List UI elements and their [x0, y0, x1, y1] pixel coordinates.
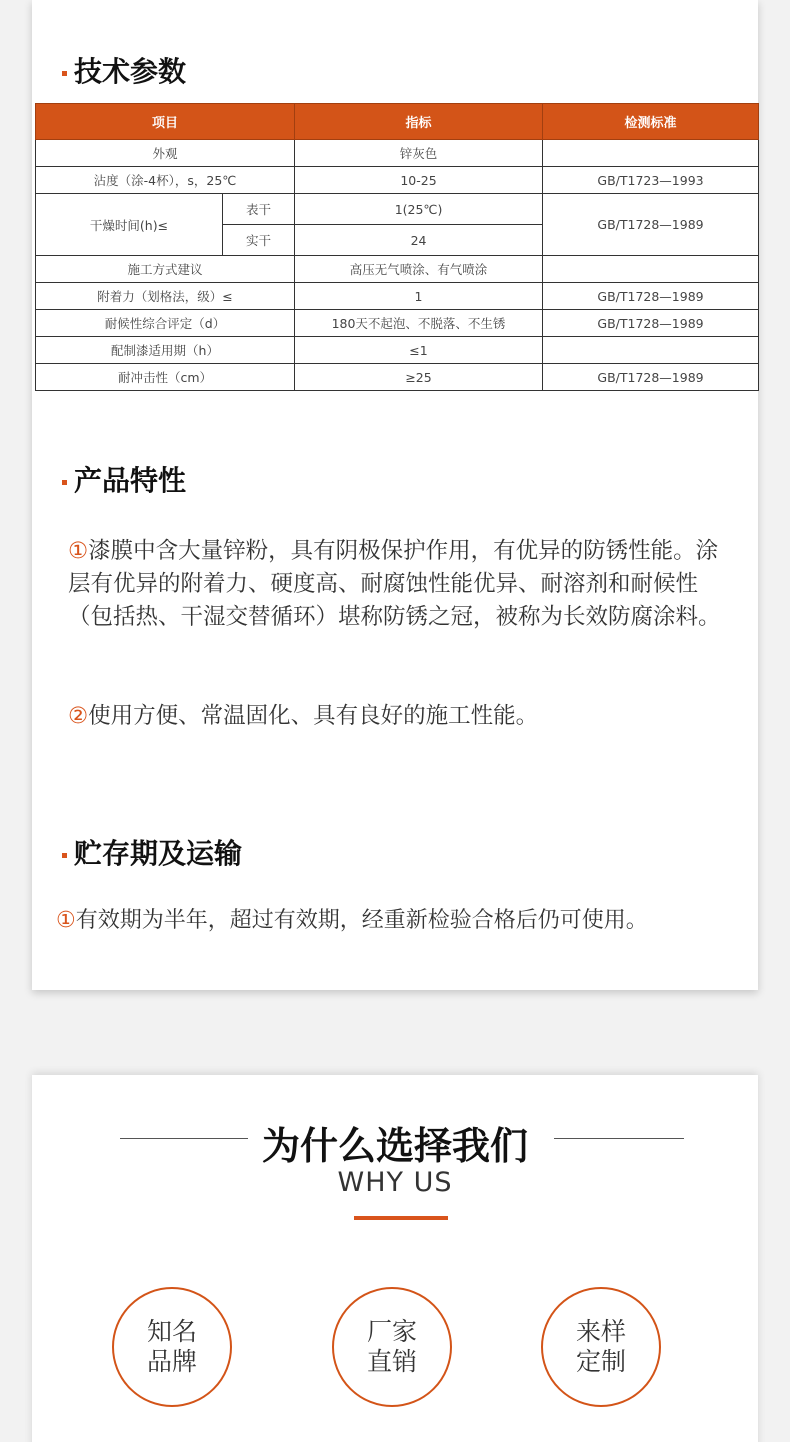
feature-paragraph-2: ②使用方便、常温固化、具有良好的施工性能。	[68, 703, 539, 729]
why-us-card	[32, 1075, 758, 1442]
table-row: 耐候性综合评定（d） 180天不起泡、不脱落、不生锈 GB/T1728—1989	[36, 310, 759, 337]
title-divider-right	[554, 1138, 684, 1139]
circled-number-2: ②	[68, 703, 89, 729]
accent-underline	[354, 1216, 448, 1220]
product-info-card	[32, 0, 758, 990]
header-standard: 检测标准	[543, 104, 759, 140]
header-value: 指标	[295, 104, 543, 140]
feature-circle-custom: 来样 定制	[541, 1287, 661, 1407]
bullet-dot-icon	[62, 480, 67, 485]
section-title-tech-params: 技术参数	[62, 50, 186, 90]
table-row: 附着力（划格法，级）≤ 1 GB/T1728—1989	[36, 283, 759, 310]
table-header-row	[36, 104, 759, 140]
table-row: 实干 24	[36, 225, 759, 256]
table-row: 沾度（涂-4杯），s，25℃ 10-25 GB/T1723—1993	[36, 167, 759, 194]
feature-circle-brand: 知名 品牌	[112, 1287, 232, 1407]
why-us-title: 为什么选择我们	[261, 1124, 528, 1168]
table-row: 施工方式建议 高压无气喷涂、有气喷涂	[36, 256, 759, 283]
bullet-dot-icon	[62, 853, 67, 858]
section-title-storage: 贮存期及运输	[62, 832, 242, 872]
circled-number-1: ①	[56, 908, 76, 933]
storage-paragraph: ①有效期为半年，超过有效期，经重新检验合格后仍可使用。	[56, 908, 648, 933]
section-title-features: 产品特性	[62, 459, 186, 499]
table-row: 配制漆适用期（h） ≤1	[36, 337, 759, 364]
feature-paragraph-1: ①漆膜中含大量锌粉，具有阴极保护作用，有优异的防锈性能。涂层有优异的附着力、硬度高、耐腐蚀性能优异、耐溶剂和耐候性（包括热、干湿交替循环）堪称防锈之冠，被称为长效防腐涂料。	[68, 538, 721, 630]
table-row: 外观 锌灰色	[36, 140, 759, 167]
tech-params-table	[35, 103, 759, 391]
table-row: 耐冲击性（cm） ≥25 GB/T1728—1989	[36, 364, 759, 391]
header-item: 项目	[36, 104, 295, 140]
feature-circle-direct-sales: 厂家 直销	[332, 1287, 452, 1407]
table-row: 干燥时间(h)≤ 表干 1(25℃) GB/T1728—1989	[36, 194, 759, 225]
circled-number-1: ①	[68, 538, 89, 564]
bullet-dot-icon	[62, 71, 67, 76]
why-us-subtitle: WHY US	[337, 1167, 453, 1198]
